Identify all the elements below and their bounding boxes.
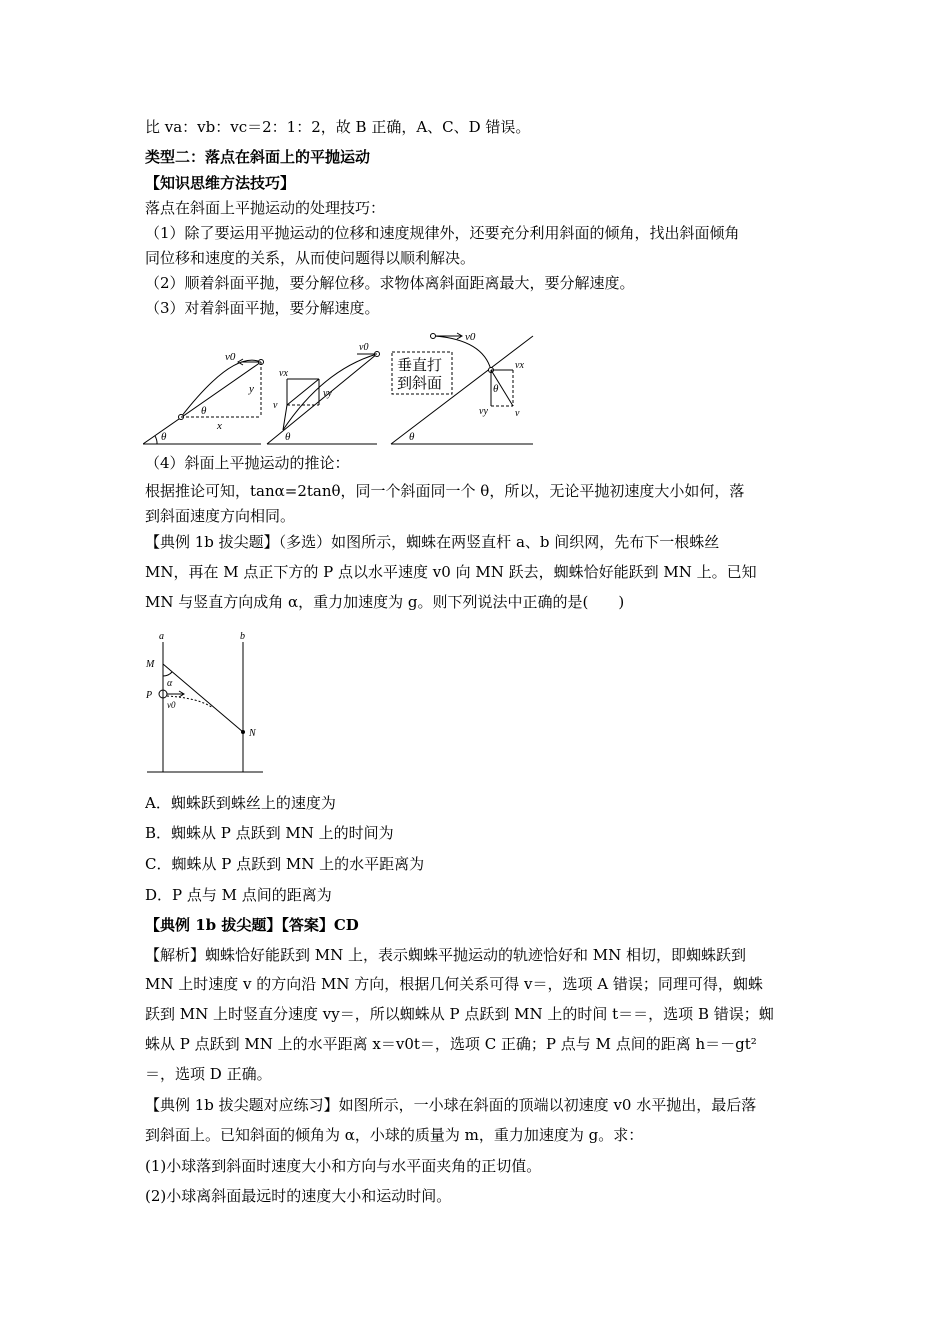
option-b: B．蜘蛛从 P 点跃到 MN 上的时间为 <box>145 824 394 842</box>
practice-question1: (1)小球落到斜面时速度大小和方向与水平面夹角的正切值。 <box>145 1157 542 1175</box>
label-v: v <box>273 400 278 411</box>
section-heading-type2: 类型二：落点在斜面上的平抛运动 <box>145 148 371 166</box>
label-vx-3: vx <box>515 360 524 371</box>
example-line1: 【典例 1b 拔尖题】（多选）如图所示，蜘蛛在两竖直杆 a、b 间织网，先布下一根蛛丝 <box>145 533 720 551</box>
knowledge-heading: 【知识思维方法技巧】 <box>145 174 296 192</box>
analysis-line1: 【解析】蜘蛛恰好能跃到 MN 上，表示蜘蛛平抛运动的轨迹恰好和 MN 相切，即蜘蛛跃到 <box>145 946 747 964</box>
technique-4: （4）斜面上平抛运动的推论： <box>145 454 350 472</box>
label-vy: vy <box>323 388 332 399</box>
option-c: C．蜘蛛从 P 点跃到 MN 上的水平距离为 <box>145 855 425 873</box>
incline-diagrams <box>143 330 538 448</box>
technique-1a: （1）除了要运用平抛运动的位移和速度规律外，还要充分利用斜面的倾角，找出斜面倾角 <box>145 224 740 242</box>
technique-2: （2）顺着斜面平抛，要分解位移。求物体离斜面距离最大，要分解速度。 <box>145 274 635 292</box>
example-line2: MN，再在 M 点正下方的 P 点以水平速度 v0 向 MN 跃去，蜘蛛恰好能跃到 MN 上。已知 <box>145 563 757 581</box>
label-vy-3: vy <box>479 406 488 417</box>
incline-panel-displacement <box>143 351 264 444</box>
text-line-ratio: 比 va：vb：vc＝2：1：2，故 B 正确，A、C、D 错误。 <box>145 118 531 136</box>
practice-line2: 到斜面上。已知斜面的倾角为 α，小球的质量为 m，重力加速度为 g。求： <box>145 1126 644 1144</box>
spider-diagram <box>143 628 273 776</box>
analysis-line5: ＝，选项 D 正确。 <box>145 1065 272 1083</box>
pole-b-label: b <box>240 631 245 642</box>
analysis-line2: MN 上时速度 v 的方向沿 MN 方向，根据几何关系可得 v＝，选项 A 错误；同理可得，蜘蛛 <box>145 975 763 993</box>
box-text-line1: 垂直打 <box>397 356 443 374</box>
label-theta-base-3: θ <box>409 431 415 443</box>
analysis-line4: 蛛从 P 点跃到 MN 上的水平距离 x＝v0t＝，选项 C 正确；P 点与 M 点间的距离 h＝－gt² <box>145 1035 757 1053</box>
option-d: D．P 点与 M 点间的距离为 <box>145 886 332 904</box>
technique-intro: 落点在斜面上平抛运动的处理技巧： <box>145 199 386 217</box>
label-theta: θ <box>201 405 207 417</box>
velocity-v0-label: v0 <box>167 700 176 710</box>
technique-3: （3）对着斜面平抛，要分解速度。 <box>145 299 380 317</box>
corollary-line1: 根据推论可知，tanα=2tanθ，同一个斜面同一个 θ，所以，无论平抛初速度大小如何，落 <box>145 482 745 500</box>
corollary-line2: 到斜面速度方向相同。 <box>145 507 296 525</box>
pole-a-label: a <box>159 631 164 642</box>
practice-question2: (2)小球离斜面最远时的速度大小和运动时间。 <box>145 1187 452 1205</box>
incline-panel-velocity <box>267 342 380 444</box>
label-v-3: v <box>515 408 520 419</box>
option-a: A．蜘蛛跃到蛛丝上的速度为 <box>145 794 336 812</box>
label-theta-2: θ <box>285 431 291 443</box>
example-line3: MN 与竖直方向成角 α，重力加速度为 g。则下列说法中正确的是( ) <box>145 593 625 611</box>
label-v0: v0 <box>225 351 236 363</box>
technique-1b: 同位移和速度的关系，从而使问题得以顺利解决。 <box>145 249 476 267</box>
label-theta-3: θ <box>493 383 499 395</box>
label-theta-base: θ <box>161 431 167 443</box>
label-v0-2: v0 <box>359 342 369 353</box>
incline-panel-perpendicular <box>391 331 533 444</box>
label-y: y <box>249 383 254 395</box>
angle-alpha-label: α <box>167 678 173 689</box>
box-text-line2: 到斜面 <box>397 374 443 392</box>
point-n-label: N <box>249 728 256 739</box>
answer-line: 【典例 1b 拔尖题】【答案】CD <box>145 916 359 934</box>
label-vx: vx <box>279 368 288 379</box>
practice-line1: 【典例 1b 拔尖题对应练习】如图所示，一小球在斜面的顶端以初速度 v0 水平抛出，最后落 <box>145 1096 757 1114</box>
analysis-line3: 跃到 MN 上时竖直分速度 vy＝，所以蜘蛛从 P 点跃到 MN 上的时间 t＝＝，选项 B 错误；蜘 <box>145 1005 774 1023</box>
label-x: x <box>217 420 222 432</box>
point-m-label: M <box>146 659 155 670</box>
label-v0-3: v0 <box>465 331 476 343</box>
point-p-label: P <box>146 690 153 701</box>
